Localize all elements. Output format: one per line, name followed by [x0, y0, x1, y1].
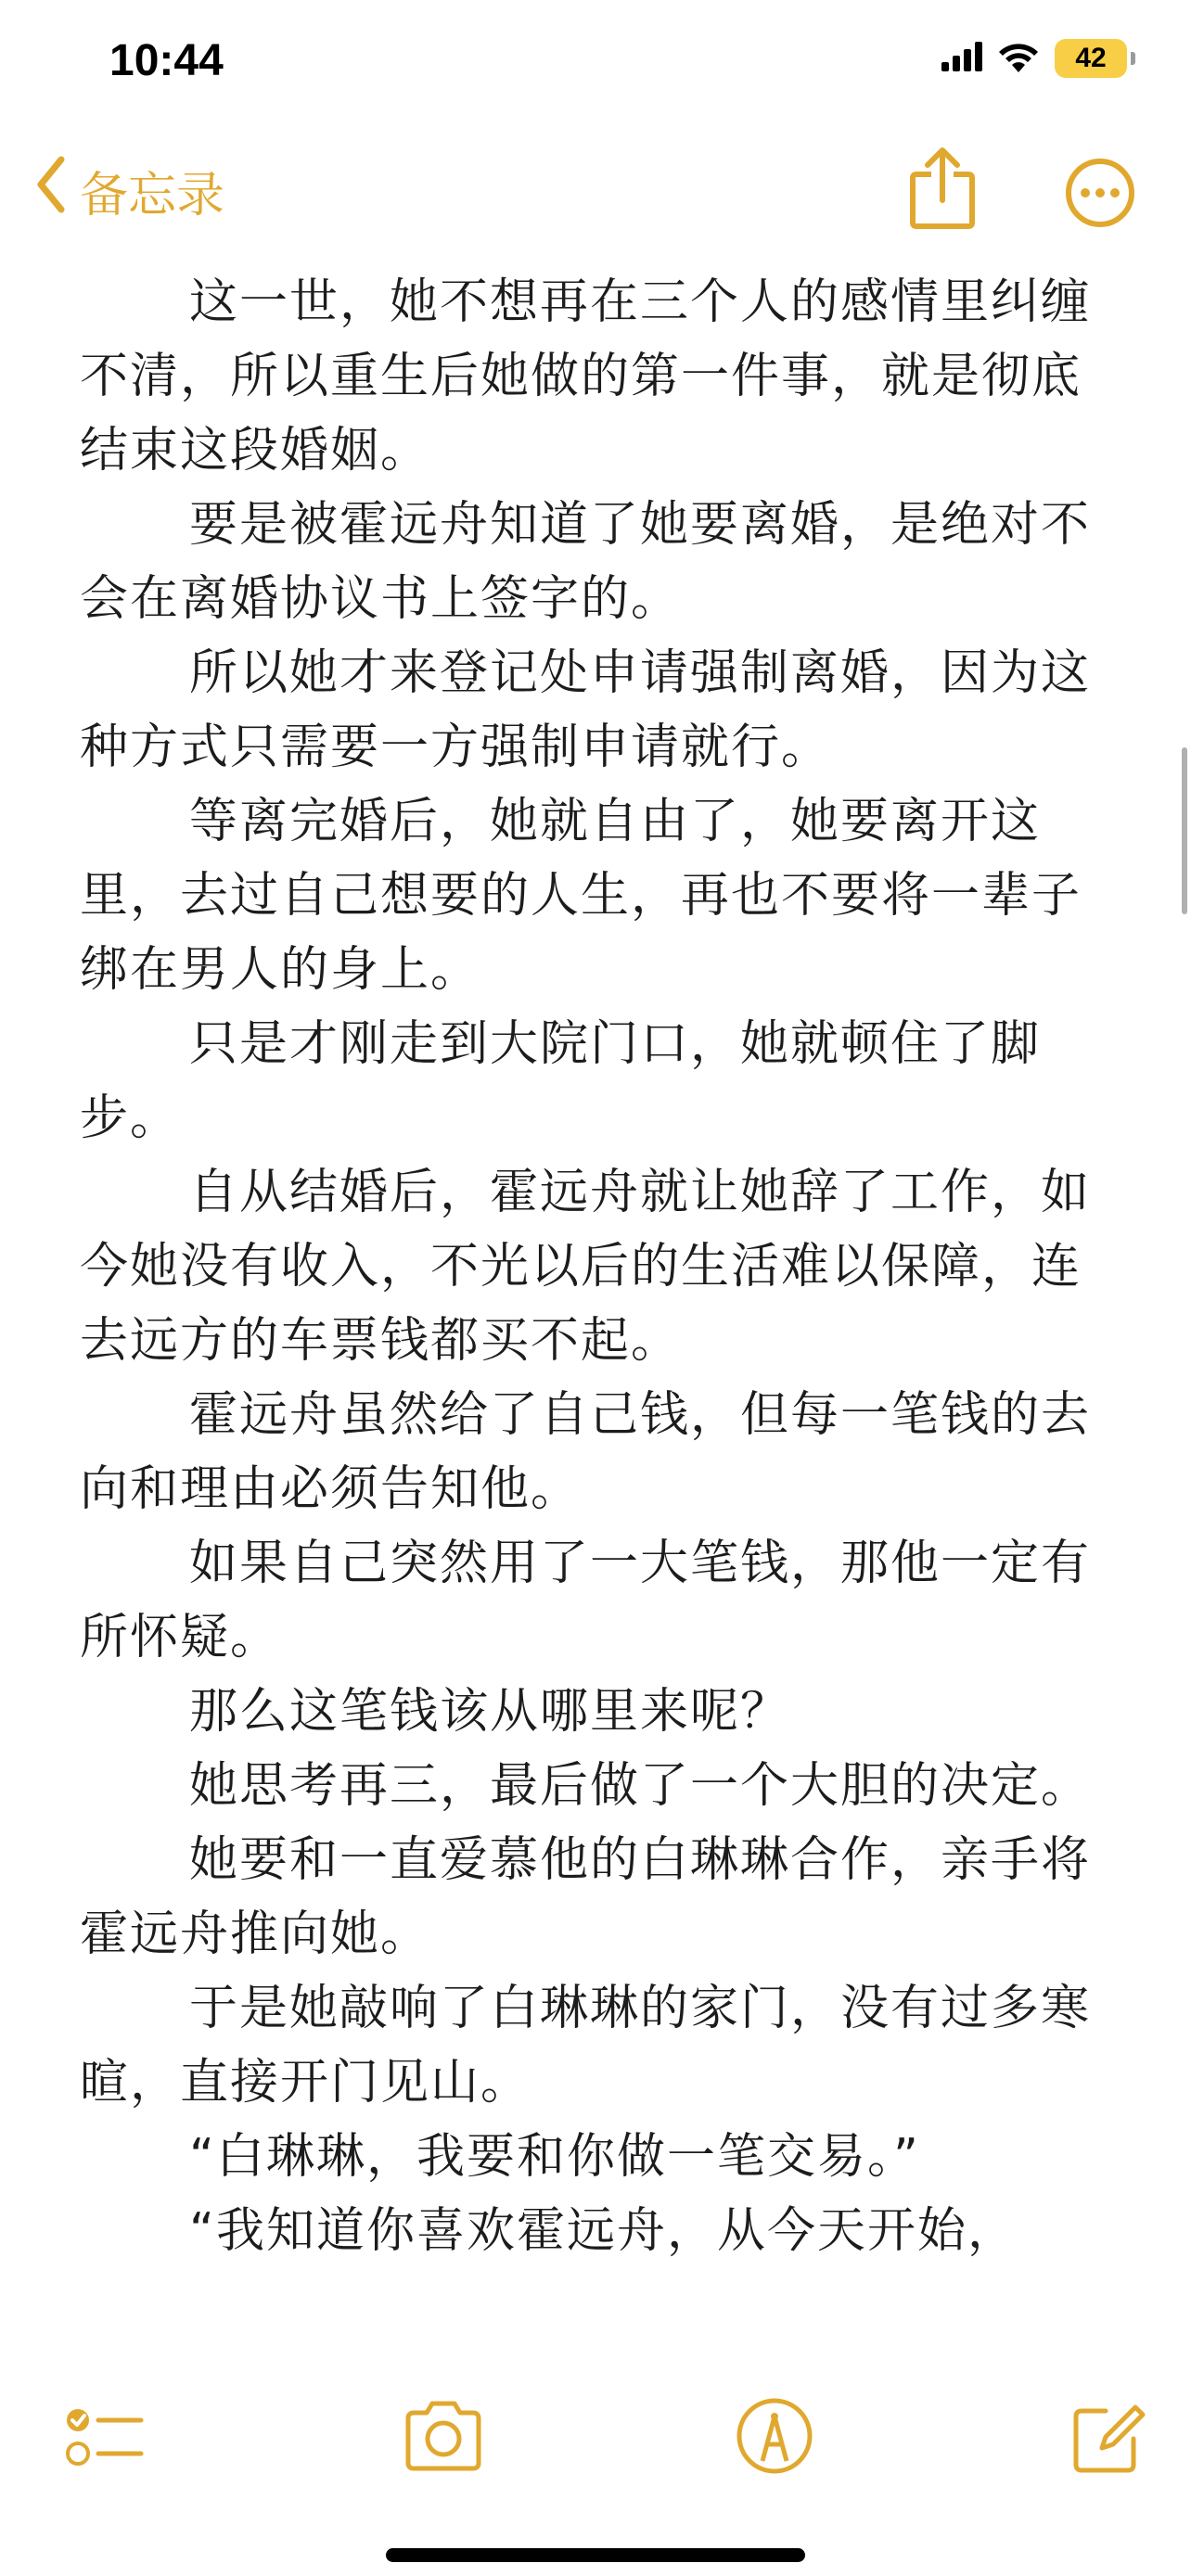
note-paragraph: 她思考再三，最后做了一个大胆的决定。	[189, 1758, 1092, 1814]
wifi-icon	[997, 41, 1040, 76]
note-paragraph: “我知道你喜欢霍远舟，从今天开始，	[189, 2203, 1018, 2259]
note-paragraph: “白琳琳，我要和你做一笔交易。”	[189, 2129, 920, 2185]
battery-indicator	[1055, 39, 1127, 78]
markup-pen-icon	[733, 2394, 816, 2478]
status-time: 10:44	[109, 36, 224, 85]
status-icons	[941, 39, 1135, 78]
note-paragraph: 霍远舟虽然给了自己钱，但每一笔钱的去向和理由必须告知他。	[80, 1387, 1092, 1517]
markup-button[interactable]	[733, 2394, 816, 2478]
share-button[interactable]	[909, 147, 976, 230]
battery-level: 42	[1075, 43, 1107, 73]
more-icon	[1065, 158, 1135, 228]
battery-cap	[1131, 52, 1135, 65]
back-button[interactable]	[35, 156, 224, 225]
chevron-left-icon	[35, 156, 67, 225]
compose-icon	[1065, 2394, 1148, 2478]
share-icon	[909, 147, 976, 230]
note-paragraph: 于是她敲响了白琳琳的家门，没有过多寒暄，直接开门见山。	[80, 1981, 1092, 2111]
note-paragraph: 她要和一直爱慕他的白琳琳合作，亲手将霍远舟推向她。	[80, 1832, 1092, 1962]
compose-button[interactable]	[1065, 2394, 1148, 2478]
checklist-icon	[63, 2394, 147, 2478]
home-indicator[interactable]	[386, 2548, 805, 2562]
note-body[interactable]	[80, 265, 1128, 2268]
status-bar	[0, 0, 1191, 130]
camera-icon	[399, 2394, 488, 2478]
back-label: 备忘录	[80, 168, 225, 223]
note-paragraph: 只是才刚走到大院门口，她就顿住了脚步。	[80, 1016, 1042, 1146]
note-paragraph: 所以她才来登记处申请强制离婚，因为这种方式只需要一方强制申请就行。	[80, 645, 1092, 775]
camera-button[interactable]	[399, 2394, 488, 2478]
more-button[interactable]	[1065, 158, 1135, 228]
note-paragraph: 等离完婚后，她就自由了，她要离开这里，去过自己想要的人生，再也不要将一辈子绑在男人的身上。	[80, 794, 1082, 998]
scroll-indicator[interactable]	[1182, 747, 1187, 914]
bottom-toolbar	[0, 2346, 1191, 2576]
note-paragraph: 这一世，她不想再在三个人的感情里纠缠不清，所以重生后她做的第一件事，就是彻底结束这段婚姻。	[80, 274, 1092, 478]
note-paragraph: 自从结婚后，霍远舟就让她辞了工作，如今她没有收入，不光以后的生活难以保障，连去远方的车票钱都买不起。	[80, 1165, 1092, 1369]
checklist-button[interactable]	[63, 2394, 147, 2478]
nav-bar	[0, 139, 1191, 250]
note-paragraph: 要是被霍远舟知道了她要离婚，是绝对不会在离婚协议书上签字的。	[80, 497, 1092, 627]
note-paragraph: 如果自己突然用了一大笔钱，那他一定有所怀疑。	[80, 1536, 1092, 1665]
cellular-signal-icon	[941, 42, 982, 75]
note-paragraph: 那么这笔钱该从哪里来呢？	[189, 1684, 791, 1740]
